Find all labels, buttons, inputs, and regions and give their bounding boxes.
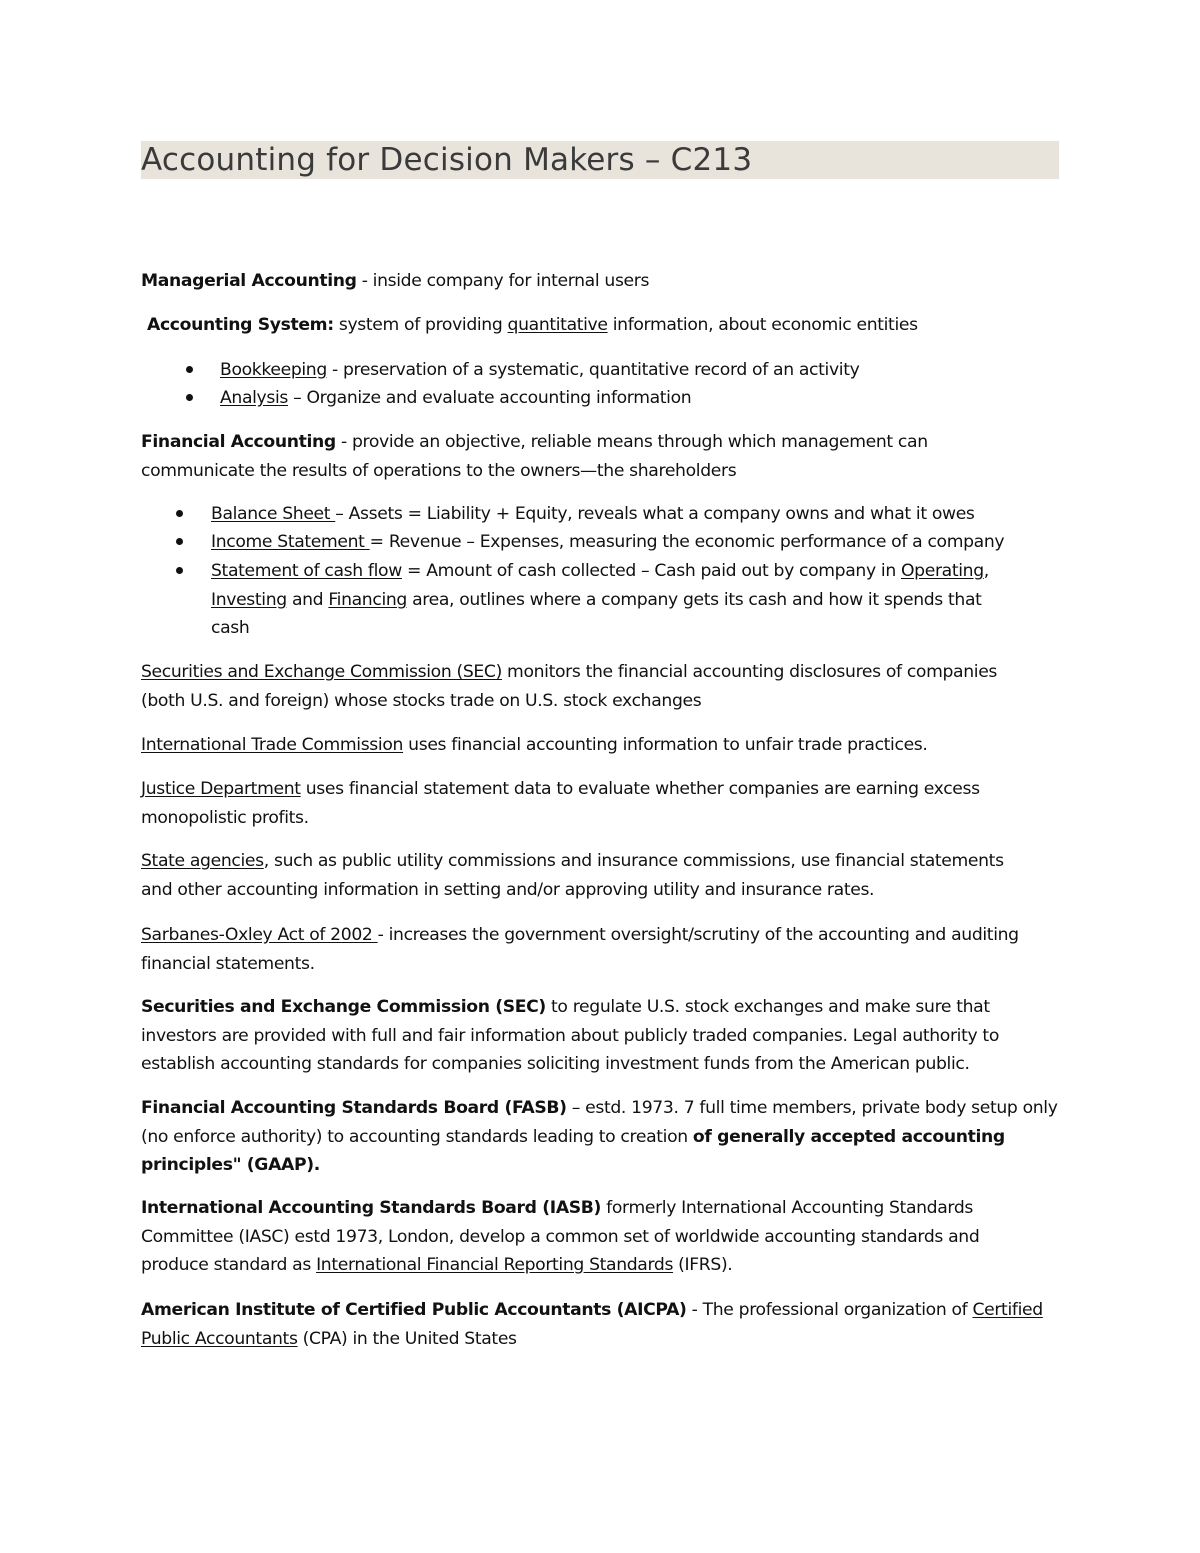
fasb-line2-bold: of generally accepted accounting	[692, 1126, 1005, 1147]
iasb-term: International Accounting Standards Board (IASB)	[141, 1198, 602, 1218]
sec-line1: monitors the financial accounting disclosures of companies	[501, 662, 998, 682]
cash-flow-text3: cash	[211, 618, 250, 638]
fasb-paragraph	[141, 1094, 1061, 1180]
list-item-analysis	[220, 384, 1140, 413]
list-item-bookkeeping	[220, 356, 1140, 385]
sec2-line2: investors are provided with full and fair information about publicly traded companies. Legal authority to	[141, 1025, 999, 1046]
state-agencies-term: State agencies	[141, 851, 264, 871]
sox-line2: financial statements.	[141, 953, 315, 974]
sec-regulate-paragraph	[141, 993, 1061, 1079]
bookkeeping-text: - preservation of a systematic, quantitative record of an activity	[326, 360, 860, 380]
justice-line2: monopolistic profits.	[141, 807, 309, 828]
sec2-line1: to regulate U.S. stock exchanges and make sure that	[545, 997, 990, 1017]
sec2-line3: establish accounting standards for companies soliciting investment funds from the American public.	[141, 1054, 970, 1074]
financial-accounting-line1: - provide an objective, reliable means through which management can	[335, 432, 928, 452]
fasb-line3-bold: principles" (GAAP).	[141, 1155, 320, 1175]
aicpa-line2: (CPA) in the United States	[297, 1328, 517, 1349]
iasb-line1: formerly International Accounting Standards	[601, 1198, 973, 1218]
accounting-system-paragraph	[147, 311, 1067, 340]
financial-accounting-line2: communicate the results of operations to the owners—the shareholders	[141, 460, 737, 481]
iasb-line3-end: (IFRS).	[673, 1255, 733, 1275]
bullet-icon	[176, 538, 183, 545]
analysis-text: – Organize and evaluate accounting information	[288, 388, 692, 408]
balance-sheet-term: Balance Sheet	[211, 504, 336, 524]
state-line2: and other accounting information in setting and/or approving utility and insurance rates.	[141, 879, 875, 900]
accounting-system-term: Accounting System:	[147, 315, 334, 335]
sox-paragraph	[141, 921, 1061, 978]
accounting-system-text-end: information, about economic entities	[607, 315, 918, 335]
fasb-line2: (no enforce authority) to accounting standards leading to creation	[141, 1126, 693, 1147]
analysis-term: Analysis	[220, 388, 289, 408]
aicpa-paragraph	[141, 1296, 1061, 1353]
quantitative-link: quantitative	[507, 315, 608, 335]
sec-regulate-term: Securities and Exchange Commission (SEC)	[141, 997, 546, 1017]
bullet-icon	[176, 510, 183, 517]
fasb-term: Financial Accounting Standards Board (FASB)	[141, 1098, 567, 1118]
document-page	[141, 0, 1061, 1553]
list-item-cash-flow	[211, 557, 1061, 643]
financial-accounting-term: Financial Accounting	[141, 432, 336, 452]
state-agencies-paragraph	[141, 847, 1061, 904]
itc-paragraph	[141, 731, 1061, 760]
managerial-accounting-paragraph	[141, 267, 1061, 296]
state-line1: , such as public utility commissions and insurance commissions, use financial statements	[263, 851, 1004, 871]
document-title: Accounting for Decision Makers – C213	[141, 141, 1059, 179]
sox-term: Sarbanes-Oxley Act of 2002	[141, 925, 378, 945]
operating-link: Operating	[900, 561, 984, 581]
bullet-icon	[186, 394, 193, 401]
sec-term: Securities and Exchange Commission (SEC)	[141, 662, 502, 682]
cash-flow-and: and	[286, 589, 329, 610]
investing-link: Investing	[211, 589, 287, 610]
cash-flow-text2: area, outlines where a company gets its cash and how it spends that	[406, 589, 982, 610]
iasb-line2: Committee (IASC) estd 1973, London, develop a common set of worldwide accounting standards and	[141, 1226, 980, 1247]
cash-flow-text: = Amount of cash collected – Cash paid out by company in	[401, 561, 901, 581]
balance-sheet-text: – Assets = Liability + Equity, reveals what a company owns and what it owes	[335, 504, 975, 524]
list-item-balance-sheet	[211, 500, 1131, 529]
sox-line1: - increases the government oversight/scrutiny of the accounting and auditing	[377, 925, 1019, 945]
accounting-system-text: system of providing	[333, 315, 508, 335]
aicpa-line1: - The professional organization of	[686, 1300, 973, 1320]
itc-term: International Trade Commission	[141, 735, 404, 755]
bullet-icon	[176, 567, 183, 574]
itc-text: uses financial accounting information to unfair trade practices.	[403, 735, 928, 755]
bookkeeping-term: Bookkeeping	[220, 360, 327, 380]
aicpa-term: American Institute of Certified Public Accountants (AICPA)	[141, 1300, 687, 1320]
managerial-accounting-text: - inside company for internal users	[356, 271, 650, 291]
cash-flow-term: Statement of cash flow	[211, 561, 402, 581]
sec-line2: (both U.S. and foreign) whose stocks trade on U.S. stock exchanges	[141, 690, 702, 711]
income-statement-text: = Revenue – Expenses, measuring the economic performance of a company	[369, 532, 1005, 552]
bullet-icon	[186, 366, 193, 373]
financing-link: Financing	[328, 589, 407, 610]
justice-term: Justice Department	[141, 779, 301, 799]
public-accountants-link: Public Accountants	[141, 1328, 298, 1349]
sec-paragraph	[141, 658, 1061, 715]
list-item-income-statement	[211, 528, 1131, 557]
fasb-line1: – estd. 1973. 7 full time members, private body setup only	[566, 1098, 1058, 1118]
income-statement-term: Income Statement	[211, 532, 370, 552]
ifrs-link: International Financial Reporting Standards	[316, 1255, 674, 1275]
iasb-paragraph	[141, 1194, 1061, 1280]
justice-paragraph	[141, 775, 1061, 832]
cash-flow-comma: ,	[983, 561, 989, 581]
certified-link: Certified	[972, 1300, 1043, 1320]
managerial-accounting-term: Managerial Accounting	[141, 271, 357, 291]
financial-accounting-paragraph	[141, 428, 1061, 485]
iasb-line3: produce standard as	[141, 1255, 317, 1275]
justice-line1: uses financial statement data to evaluate whether companies are earning excess	[300, 779, 980, 799]
